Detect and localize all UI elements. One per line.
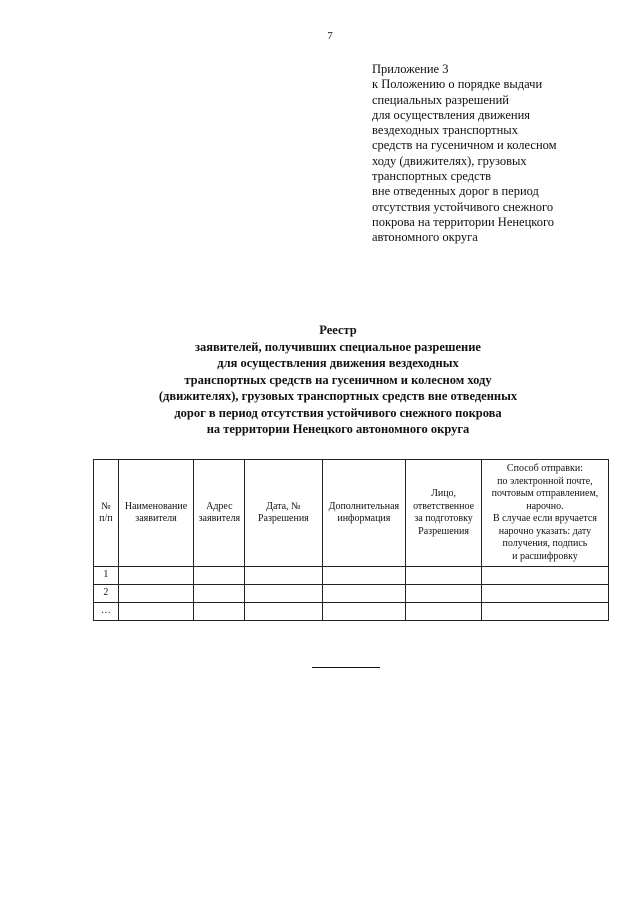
table-cell <box>194 603 245 621</box>
registry-heading: Реестр <box>319 323 357 337</box>
appendix-line: к Положению о порядке выдачи <box>372 77 543 92</box>
delivery-method-line: по электронной почте, <box>497 475 593 487</box>
delivery-method-line: нарочно. <box>526 500 564 512</box>
appendix-line: Приложение 3 <box>372 62 449 76</box>
registry-title-line: транспортных средств на гусеничном и колесном ходу <box>184 372 492 387</box>
appendix-block <box>372 62 622 246</box>
row-number: 2 <box>94 585 119 603</box>
appendix-line: транспортных средств <box>372 169 492 184</box>
table-cell <box>245 603 322 621</box>
registry-table <box>93 459 609 621</box>
registry-title-line: (движителях), грузовых транспортных средств вне отведенных <box>158 389 518 403</box>
delivery-method-line: почтовым отправлением, <box>491 488 599 499</box>
appendix-line: отсутствия устойчивого снежного <box>372 199 554 214</box>
table-cell <box>118 567 194 585</box>
delivery-method-line: и расшифровку <box>512 550 578 562</box>
row-number: 1 <box>94 567 119 585</box>
table-cell <box>194 567 245 585</box>
table-row <box>94 567 609 585</box>
end-divider <box>312 667 380 668</box>
registry-title-line: дорог в период отсутствия устойчивого снежного покрова <box>174 405 502 420</box>
registry-title-line: на территории Ненецкого автономного округа <box>206 422 470 436</box>
table-cell <box>245 567 322 585</box>
table-cell <box>481 603 608 621</box>
table-header-row <box>94 460 609 567</box>
registry-title-line: заявителей, получивших специальное разрешение <box>195 339 481 354</box>
header-responsible-person: Лицо, ответственное за подготовку Разрешения <box>406 460 482 567</box>
row-number: … <box>94 603 119 621</box>
header-delivery-method <box>481 460 608 567</box>
page-number: 7 <box>327 30 333 42</box>
header-applicant-address: Адрес заявителя <box>194 460 245 567</box>
delivery-method-line: Способ отправки: <box>506 463 583 474</box>
registry-title-line: для осуществления движения вездеходных <box>217 356 459 370</box>
table-cell <box>406 567 482 585</box>
delivery-method-line: В случае если вручается <box>492 513 597 524</box>
registry-title <box>0 322 640 438</box>
table-cell <box>322 585 406 603</box>
appendix-line: вездеходных транспортных <box>372 123 518 138</box>
appendix-line: ходу (движителях), грузовых <box>372 153 527 168</box>
delivery-method-line: получения, подпись <box>502 538 588 549</box>
table-cell <box>194 585 245 603</box>
appendix-line: для осуществления движения <box>372 107 531 122</box>
appendix-line: автономного округа <box>372 230 478 245</box>
table-cell <box>118 603 194 621</box>
header-additional-info: Дополнительная информация <box>322 460 406 567</box>
appendix-line: специальных разрешений <box>372 92 509 107</box>
table-cell <box>322 567 406 585</box>
table-cell <box>406 585 482 603</box>
delivery-method-line: нарочно указать: дату <box>498 525 592 537</box>
table-cell <box>118 585 194 603</box>
header-date-permit-number: Дата, № Разрешения <box>245 460 322 567</box>
table-row <box>94 585 609 603</box>
appendix-line: вне отведенных дорог в период <box>372 184 539 199</box>
appendix-line: покрова на территории Ненецкого <box>372 214 555 229</box>
table-cell <box>322 603 406 621</box>
header-num: № п/п <box>94 460 119 567</box>
table-cell <box>481 567 608 585</box>
appendix-line: средств на гусеничном и колесном <box>372 138 557 153</box>
header-applicant-name: Наименование заявителя <box>118 460 194 567</box>
table-row <box>94 603 609 621</box>
table-cell <box>406 603 482 621</box>
table-cell <box>481 585 608 603</box>
table-cell <box>245 585 322 603</box>
